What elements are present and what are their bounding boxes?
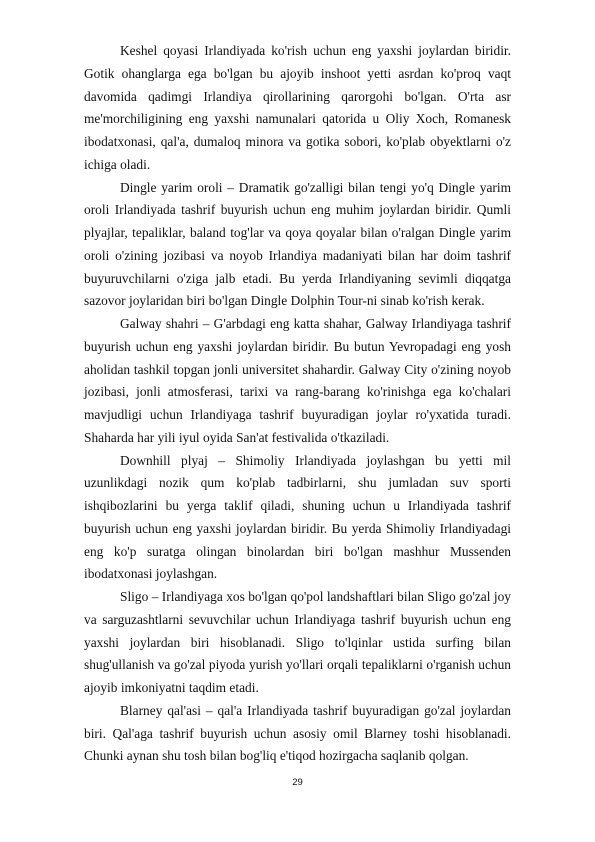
paragraph-sligo: Sligo – Irlandiyaga xos bo'lgan qo'pol landshaftlari bilan Sligo go'zal joy va sarguzashtlarni sevuvchilar uchun Irlandiyaga tashrif buyurish uchun eng yaxshi joylardan biri hisoblanadi. Sligo to'lqinlar ustida surfing bilan shug'ullanish va go'zal piyoda yurish yo'llari orqali tepaliklarni o'rganish uchun ajoyib imkoniyatni taqdim etadi. xyxy=(84,589,511,695)
paragraph-dingle: Dingle yarim oroli – Dramatik go'zalligi bilan tengi yo'q Dingle yarim oroli Irlandiyada tashrif buyurish uchun eng muhim joylardan biridir. Qumli plyajlar, tepaliklar, baland tog'lar va qoya qoyalar bilan o'ralgan Dingle yarim oroli o'zining jozibasi va noyob Irlandiya madaniyati bilan har doim tashrif buyuruvchilarni o'ziga jalb etadi. Bu yerda Irlandiyaning sevimli diqqatga sazovor joylaridan biri bo'lgan Dingle Dolphin Tour-ni sinab ko'rish kerak. xyxy=(84,179,511,309)
body-text xyxy=(84,40,511,768)
paragraph-keshel: Keshel qoyasi Irlandiyada ko'rish uchun eng yaxshi joylardan biridir. Gotik ohanglarga ega bo'lgan bu ajoyib inshoot yetti asrdan ko'proq vaqt davomida qadimgi Irlandiya qirollarining qarorgohi bo'lgan. O'rta asr me'morchiligining eng yaxshi namunalari qatorida u Oliy Xoch, Romanesk ibodatxonasi, qal'a, dumaloq minora va gotika sobori, ko'plab obyektlarni o'z ichiga oladi. xyxy=(84,43,511,172)
paragraph-blarney: Blarney qal'asi – qal'a Irlandiyada tashrif buyuradigan go'zal joylardan biri. Qal'aga tashrif buyurish uchun asosiy omil Blarney toshi hisoblanadi. Chunki aynan shu tosh bilan bog'liq e'tiqod hozirgacha saqlanib qolgan. xyxy=(84,702,511,764)
paragraph-downhill: Downhill plyaj – Shimoliy Irlandiyada joylashgan bu yetti mil uzunlikdagi nozik qum ko'plab tadbirlarni, shu jumladan suv sporti ishqibozlarini bu yerga taklif qiladi, shuning uchun u Irlandiyada tashrif buyurish uchun eng yaxshi joylardan biridir. Bu yerda Shimoliy Irlandiyadagi eng ko'p suratga olingan binolardan biri bo'lgan mashhur Mussenden ibodatxonasi joylashgan. xyxy=(84,452,511,582)
page-number: 29 xyxy=(292,777,303,788)
paragraph-galway: Galway shahri – G'arbdagi eng katta shahar, Galway Irlandiyaga tashrif buyurish uchun eng yaxshi joylardan biridir. Bu butun Yevropadagi eng yosh aholidan tashkil topgan jonli universitet shahardir. Galway City o'zining noyob jozibasi, jonli atmosferasi, tarixi va rang-barang ko'rinishga ega ko'chalari mavjudligi uchun Irlandiyaga tashrif buyuradigan joylar ro'yxatida turadi. Shaharda har yili iyul oyida San'at festivalida o'tkaziladi. xyxy=(84,316,511,445)
